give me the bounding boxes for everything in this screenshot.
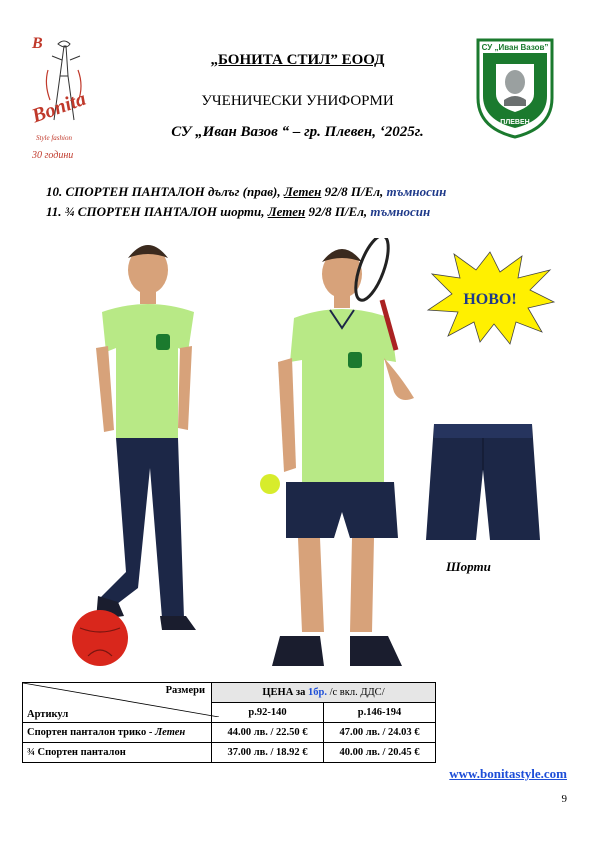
item-color: тъмносин: [370, 204, 431, 219]
photo-boy-long-pants: [62, 236, 202, 672]
bonita-logo-years: 30 години: [32, 150, 74, 161]
row-article: [23, 743, 212, 763]
item-desc: шорти,: [220, 204, 265, 219]
photo-shorts-product-graphic: [424, 418, 542, 548]
school-crest: [474, 36, 556, 140]
photo-boy-long-pants-graphic: [62, 236, 202, 672]
photo-boy-shorts: [250, 238, 422, 672]
row-article-season: Летен: [154, 727, 186, 738]
price-header-suffix: /с вкл. ДДС/: [326, 687, 385, 698]
article-header: Артикул: [27, 709, 69, 720]
price-header-prefix: ЦЕНА за: [262, 687, 309, 698]
row-price-large: 47.00 лв. / 24.03 €: [324, 723, 436, 743]
row-price-large: 40.00 лв. / 20.45 €: [324, 743, 436, 763]
table-row: [23, 723, 436, 743]
new-badge-label: НОВО!: [463, 291, 517, 308]
school-crest-graphic: [474, 36, 556, 140]
page-number: 9: [561, 793, 567, 805]
size-col-large: р.146-194: [324, 703, 436, 723]
new-badge: [424, 250, 556, 346]
website-link[interactable]: www.bonitastyle.com: [449, 766, 567, 781]
item-fabric: 92/8 П/Ел,: [308, 204, 368, 219]
new-badge-starburst: [424, 250, 556, 346]
crest-top-text: СУ „Иван Вазов”: [481, 43, 549, 52]
item-color: тъмносин: [386, 184, 447, 199]
document-subtitle: УЧЕНИЧЕСКИ УНИФОРМИ: [201, 93, 394, 109]
crest-bottom-text: ПЛЕВЕН: [500, 119, 530, 126]
price-header-qty: 1бр.: [308, 687, 327, 698]
bonita-logo-tagline: Style fashion: [36, 134, 72, 142]
table-row: [23, 743, 436, 763]
item-number: 11.: [46, 204, 62, 219]
row-price-small: 37.00 лв. / 18.92 €: [212, 743, 324, 763]
price-header: [212, 683, 436, 703]
price-table: [22, 682, 436, 763]
item-desc: дълъг (прав),: [207, 184, 281, 199]
header-diagonal-cell: [23, 683, 212, 723]
item-season: Летен: [283, 184, 322, 199]
photo-shorts-product: [424, 418, 542, 548]
row-article: [23, 723, 212, 743]
row-article-name: ¾ Спортен панталон: [27, 747, 126, 758]
bonita-logo-letter: B: [32, 35, 43, 52]
photo-boy-shorts-graphic: [250, 238, 422, 672]
row-article-name: Спортен панталон трико -: [27, 727, 155, 738]
item-name: ¾ СПОРТЕН ПАНТАЛОН: [64, 204, 217, 219]
row-price-small: 44.00 лв. / 22.50 €: [212, 723, 324, 743]
bonita-logo-brand: Bonita: [29, 87, 89, 128]
item-line-10: [46, 184, 446, 200]
size-col-small: р.92-140: [212, 703, 324, 723]
company-name: „БОНИТА СТИЛ” ЕООД: [210, 52, 385, 68]
item-season: Летен: [267, 204, 306, 219]
school-line: СУ „Иван Вазов “ – гр. Плевен, ‘2025г.: [171, 124, 424, 140]
item-name: СПОРТЕН ПАНТАЛОН: [65, 184, 205, 199]
shorts-caption: Шорти: [446, 559, 491, 574]
item-number: 10.: [46, 184, 63, 199]
item-fabric: 92/8 П/Ел,: [324, 184, 384, 199]
item-line-11: [46, 204, 430, 220]
price-table-header-row: [23, 683, 436, 703]
sizes-header: Размери: [165, 685, 205, 696]
